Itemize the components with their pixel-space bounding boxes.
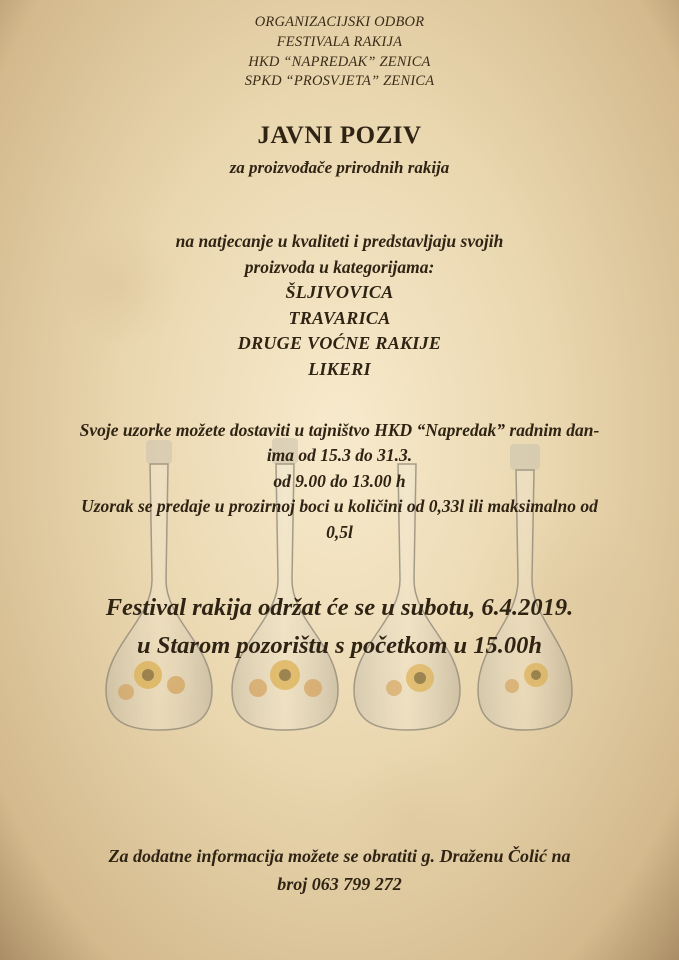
contact-line-1: Za dodatne informacija možete se obratiti g. Draženu Čolić na <box>108 846 571 866</box>
delivery-line-5: 0,5l <box>326 522 353 542</box>
delivery-line-2: ima od 15.3 do 31.3. <box>266 445 413 465</box>
category-item: ŠLJIVOVICA <box>285 282 394 302</box>
festival-line-1: Festival rakija održat će se u subotu, 6.4.2019. <box>105 594 574 621</box>
page-title: JAVNI POZIV <box>257 122 422 149</box>
delivery-line-3: od 9.00 do 13.00 h <box>273 471 406 491</box>
category-item: DRUGE VOĆNE RAKIJE <box>237 333 442 353</box>
contact-line-2: broj 063 799 272 <box>277 874 402 894</box>
organizer-line-2: FESTIVALA RAKIJA <box>276 34 403 50</box>
festival-line-2: u Starom pozorištu s početkom u 15.00h <box>136 632 542 659</box>
intro-line-1: na natjecanje u kvaliteti i predstavljaju svojih <box>175 231 504 251</box>
intro-line-2: proizvoda u kategorijama: <box>244 257 435 277</box>
page-subtitle: za proizvođače prirodnih rakija <box>229 158 450 177</box>
delivery-line-1: Svoje uzorke možete dostaviti u tajništvo HKD “Napredak” radnim dan- <box>79 420 600 440</box>
organizer-line-3: HKD “NAPREDAK” ZENICA <box>248 54 431 70</box>
organizer-line-4: SPKD “PROSVJETA” ZENICA <box>244 73 435 89</box>
organizer-line-1: ORGANIZACIJSKI ODBOR <box>254 14 425 30</box>
category-item: TRAVARICA <box>288 308 391 328</box>
category-item: LIKERI <box>308 359 371 379</box>
delivery-line-4: Uzorak se predaje u prozirnoj boci u količini od 0,33l ili maksimalno od <box>81 496 598 516</box>
